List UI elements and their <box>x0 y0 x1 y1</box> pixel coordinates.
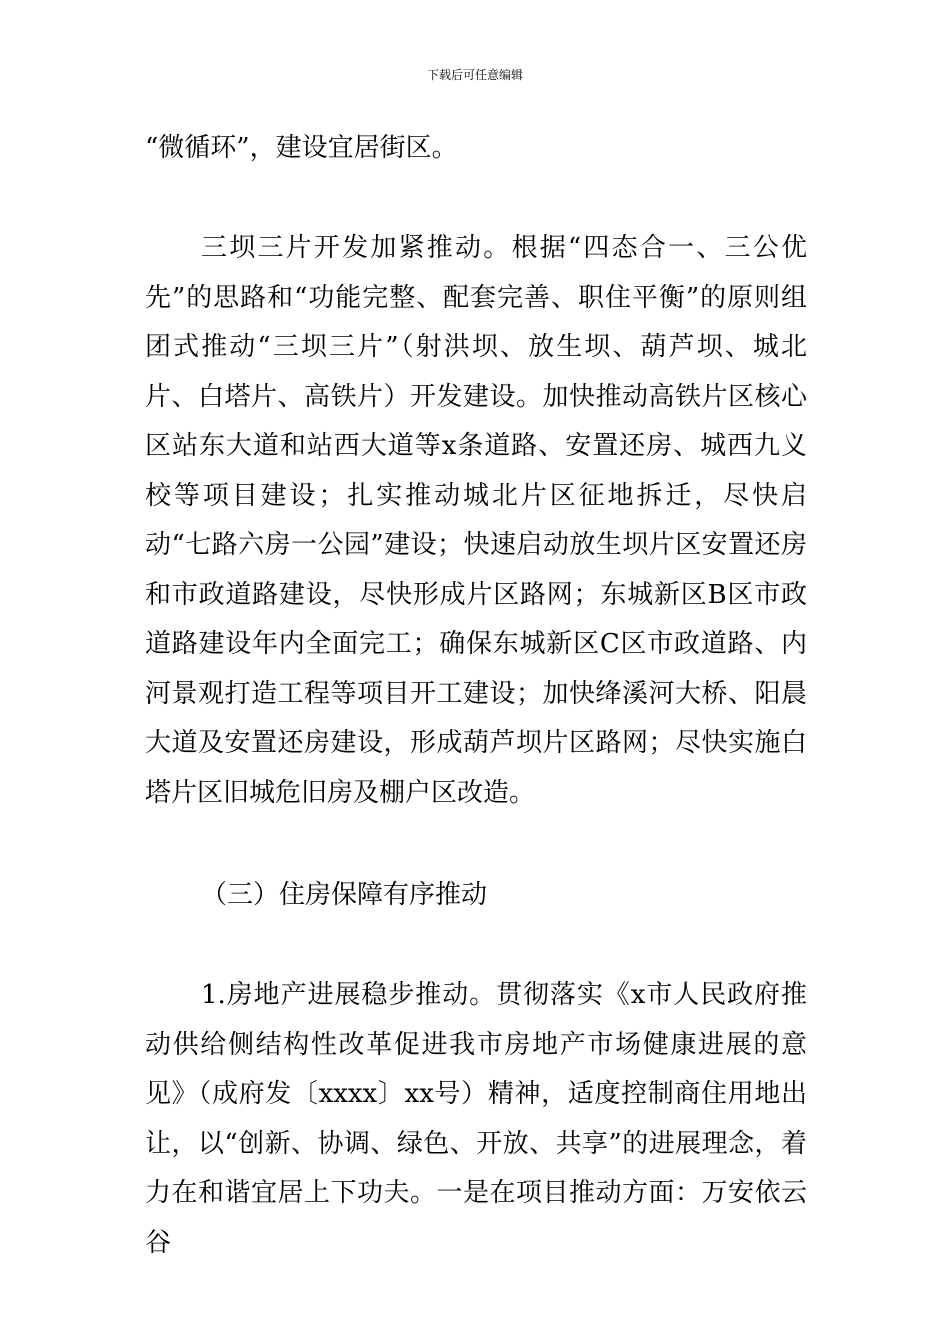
paragraph-real-estate: 1.房地产进展稳步推动。贯彻落实《x市人民政府推动供给侧结构性改革促进我市房地产市场健康进展的意见》（成府发〔xxxx〕xx号）精神，适度控制商住用地出让，以“创新、协调、绿色、开放、共享”的进展理念，着力在和谐宜居上下功夫。一是在项目推动方面：万安依云谷 <box>145 980 807 1258</box>
paragraph-development: 三坝三片开发加紧推动。根据“四态合一、三公优先”的思路和“功能完整、配套完善、职住平衡”的原则组团式推动“三坝三片”（射洪坝、放生坝、葫芦坝、城北片、白塔片、高铁片）开发建设。加快推动高铁片区核心区站东大道和站西大道等x条道路、安置还房、城西九义校等项目建设；扎实推动城北片区征地拆迁，尽快启动“七路六房一公园”建设；快速启动放生坝片区安置还房和市政道路建设，尽快形成片区路网；东城新区B区市政道路建设年内全面完工；确保东城新区C区市政道路、内河景观打造工程等项目开工建设；加快绛溪河大桥、阳晨大道及安置还房建设，形成葫芦坝片区路网；尽快实施白塔片区旧城危旧房及棚户区改造。 <box>145 233 807 808</box>
section-heading: （三）住房保障有序推动 <box>201 880 488 910</box>
paragraph-continuation: “微循环”，建设宜居街区。 <box>145 133 458 163</box>
page-header-note: 下载后可任意编辑 <box>426 68 523 82</box>
